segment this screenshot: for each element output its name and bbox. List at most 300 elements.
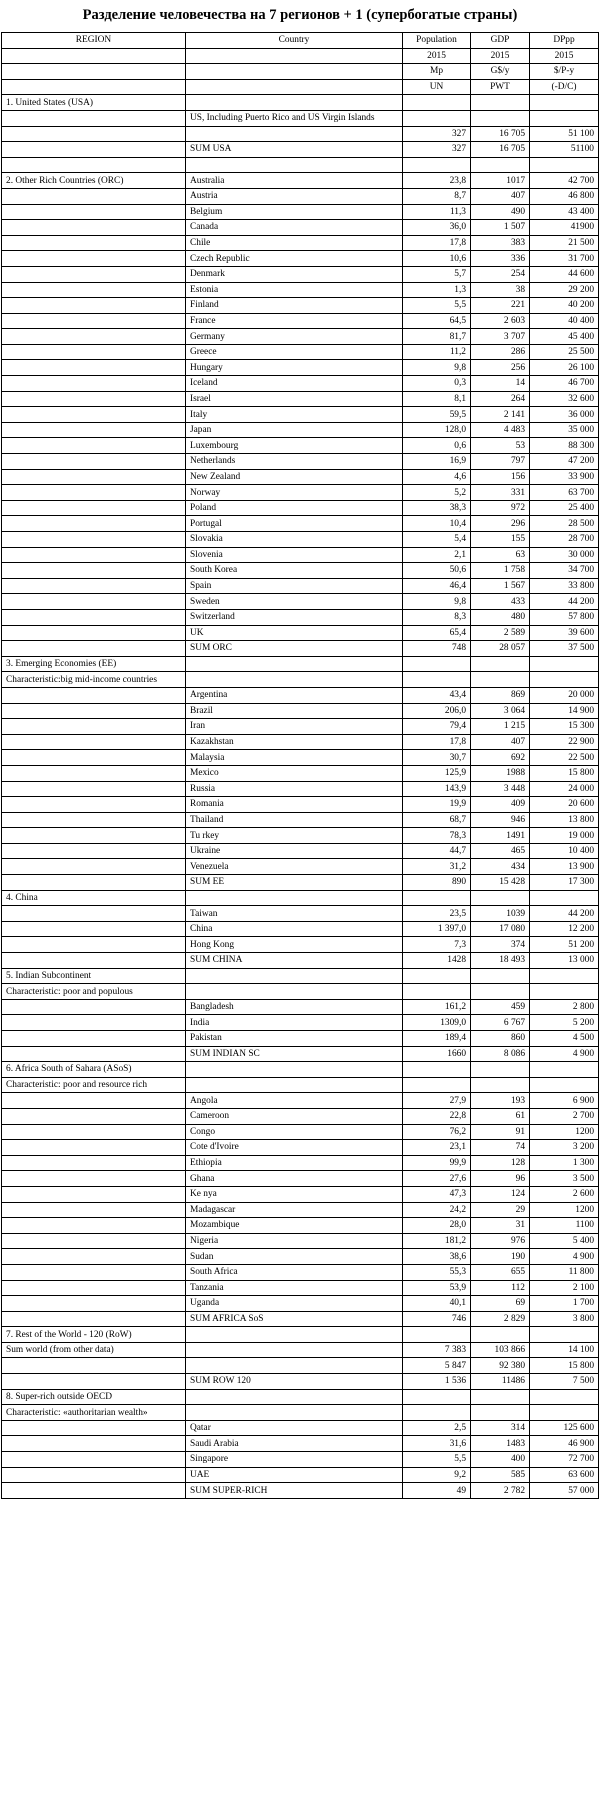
gdp-cell: G$/y [471,64,530,80]
gdp-cell: 155 [471,532,530,548]
dppp-cell: 12 200 [530,921,599,937]
country-cell [186,672,403,688]
region-cell [2,282,186,298]
population-cell: 27,9 [403,1093,471,1109]
dppp-cell: 3 500 [530,1171,599,1187]
gdp-cell [471,1062,530,1078]
gdp-cell: 1017 [471,173,530,189]
table-row [2,968,599,984]
region-cell [2,251,186,267]
country-cell: South Korea [186,563,403,579]
dppp-cell: 40 200 [530,298,599,314]
country-cell: Austria [186,188,403,204]
gdp-cell: 407 [471,734,530,750]
dppp-cell: 51100 [530,142,599,158]
region-cell: Characteristic: «authoritarian wealth» [2,1405,186,1421]
dppp-cell: 5 200 [530,1015,599,1031]
gdp-cell: 869 [471,687,530,703]
country-cell: SUM ROW 120 [186,1374,403,1390]
population-cell: 50,6 [403,563,471,579]
table-row [2,1093,599,1109]
country-cell: SUM AFRICA SoS [186,1311,403,1327]
country-cell: Taiwan [186,906,403,922]
table-row [2,672,599,688]
region-cell [2,563,186,579]
dppp-cell: 7 500 [530,1374,599,1390]
region-cell [2,641,186,657]
region-cell [2,454,186,470]
region-cell [2,469,186,485]
dppp-cell: 51 100 [530,126,599,142]
population-cell: 23,8 [403,173,471,189]
region-cell [2,266,186,282]
table-row [2,1389,599,1405]
table-row [2,828,599,844]
table-row [2,1452,599,1468]
table-row [2,142,599,158]
table-row [2,1374,599,1390]
population-cell: 1 536 [403,1374,471,1390]
population-cell: 7 383 [403,1342,471,1358]
gdp-cell: 1 507 [471,220,530,236]
table-row [2,578,599,594]
population-cell: 5,2 [403,485,471,501]
population-cell [403,110,471,126]
population-cell: 5,5 [403,298,471,314]
region-cell [2,625,186,641]
gdp-cell: 6 767 [471,1015,530,1031]
gdp-cell: 16 705 [471,126,530,142]
gdp-cell: 17 080 [471,921,530,937]
table-row [2,1405,599,1421]
country-cell: SUM SUPER-RICH [186,1483,403,1499]
population-cell: 47,3 [403,1186,471,1202]
country-cell: Mexico [186,765,403,781]
population-cell: 10,4 [403,516,471,532]
dppp-cell: 46 800 [530,188,599,204]
population-cell: 22,8 [403,1108,471,1124]
gdp-cell: 156 [471,469,530,485]
gdp-cell: 28 057 [471,641,530,657]
region-cell [2,1452,186,1468]
population-cell: 128,0 [403,422,471,438]
dppp-cell: 15 300 [530,719,599,735]
gdp-cell: 103 866 [471,1342,530,1358]
region-cell [2,1436,186,1452]
gdp-cell: 63 [471,547,530,563]
region-cell [2,1483,186,1499]
gdp-cell: 976 [471,1233,530,1249]
gdp-cell: PWT [471,79,530,95]
table-row [2,734,599,750]
country-cell: Venezuela [186,859,403,875]
population-cell: 2015 [403,48,471,64]
region-cell [2,1311,186,1327]
table-row [2,532,599,548]
gdp-cell: 2 603 [471,313,530,329]
dppp-cell [530,656,599,672]
population-cell: 36,0 [403,220,471,236]
table-row [2,1218,599,1234]
country-cell: Nigeria [186,1233,403,1249]
region-cell [2,1374,186,1390]
dppp-cell: 22 500 [530,750,599,766]
gdp-cell: 480 [471,609,530,625]
table-row [2,937,599,953]
population-cell: 40,1 [403,1296,471,1312]
region-cell: 1. United States (USA) [2,95,186,111]
population-cell [403,1389,471,1405]
country-cell [186,1077,403,1093]
dppp-cell: 3 200 [530,1140,599,1156]
region-cell [2,921,186,937]
dppp-cell: 37 500 [530,641,599,657]
dppp-cell: 4 900 [530,1046,599,1062]
table-row [2,656,599,672]
population-cell: 327 [403,142,471,158]
country-cell: Finland [186,298,403,314]
dppp-cell: 33 800 [530,578,599,594]
country-cell: Sweden [186,594,403,610]
population-cell: 1428 [403,953,471,969]
gdp-cell: 18 493 [471,953,530,969]
country-cell: Angola [186,1093,403,1109]
population-cell: 2,5 [403,1420,471,1436]
gdp-cell: 459 [471,999,530,1015]
region-cell [2,1031,186,1047]
country-cell: Portugal [186,516,403,532]
population-cell [403,890,471,906]
country-cell: India [186,1015,403,1031]
table-row [2,1233,599,1249]
table-row [2,781,599,797]
gdp-cell: 946 [471,812,530,828]
dppp-cell [530,1405,599,1421]
population-cell: 11,2 [403,344,471,360]
population-cell [403,1077,471,1093]
dppp-cell: 31 700 [530,251,599,267]
country-cell: Mozambique [186,1218,403,1234]
dppp-cell [530,1077,599,1093]
region-cell [2,516,186,532]
table-row [2,173,599,189]
gdp-cell [471,672,530,688]
country-cell: Malaysia [186,750,403,766]
gdp-cell: 374 [471,937,530,953]
table-row [2,906,599,922]
table-row [2,1202,599,1218]
gdp-cell: 407 [471,188,530,204]
country-cell: Thailand [186,812,403,828]
dppp-cell: 25 500 [530,344,599,360]
region-cell [2,765,186,781]
region-cell [2,750,186,766]
population-cell: 206,0 [403,703,471,719]
population-cell: 0,6 [403,438,471,454]
country-cell: Hong Kong [186,937,403,953]
table-row [2,204,599,220]
table-row [2,719,599,735]
region-cell [2,220,186,236]
region-cell [2,407,186,423]
gdp-cell: 2 589 [471,625,530,641]
gdp-cell: 314 [471,1420,530,1436]
country-cell: South Africa [186,1264,403,1280]
region-cell [2,1171,186,1187]
table-row [2,469,599,485]
gdp-cell: 3 707 [471,329,530,345]
dppp-cell: 14 100 [530,1342,599,1358]
table-row [2,422,599,438]
population-cell [403,1327,471,1343]
population-cell: 30,7 [403,750,471,766]
population-cell [403,1405,471,1421]
table-row [2,999,599,1015]
region-cell [2,953,186,969]
table-row [2,1342,599,1358]
country-cell [186,126,403,142]
dppp-cell: 63 600 [530,1467,599,1483]
country-cell: Uganda [186,1296,403,1312]
country-cell: Ukraine [186,843,403,859]
table-row [2,1436,599,1452]
dppp-cell: 10 400 [530,843,599,859]
table-row [2,516,599,532]
region-cell [2,937,186,953]
unit-row [2,48,599,64]
dppp-cell: 4 900 [530,1249,599,1265]
gdp-cell [471,1405,530,1421]
gdp-cell: 124 [471,1186,530,1202]
dppp-cell: 57 000 [530,1483,599,1499]
table-row [2,609,599,625]
dppp-cell: 57 800 [530,609,599,625]
gdp-cell: 31 [471,1218,530,1234]
population-cell: 1309,0 [403,1015,471,1031]
dppp-cell: 36 000 [530,407,599,423]
population-cell: 59,5 [403,407,471,423]
dppp-cell: 44 200 [530,594,599,610]
dppp-cell: 15 800 [530,1358,599,1374]
country-cell: SUM EE [186,875,403,891]
region-cell: Sum world (from other data) [2,1342,186,1358]
region-cell [2,875,186,891]
country-cell: Cote d'Ivoire [186,1140,403,1156]
population-cell: 44,7 [403,843,471,859]
gdp-cell: 53 [471,438,530,454]
dppp-cell: 25 400 [530,500,599,516]
dppp-cell: 2 100 [530,1280,599,1296]
table-row [2,703,599,719]
region-cell [2,1467,186,1483]
gdp-cell: 433 [471,594,530,610]
gdp-cell: 92 380 [471,1358,530,1374]
table-row [2,1140,599,1156]
dppp-cell: 63 700 [530,485,599,501]
gdp-cell: 11486 [471,1374,530,1390]
population-cell: 4,6 [403,469,471,485]
population-cell: 7,3 [403,937,471,953]
country-cell: UK [186,625,403,641]
table-row [2,641,599,657]
dppp-cell: 39 600 [530,625,599,641]
table-row [2,282,599,298]
gdp-cell: 383 [471,235,530,251]
population-cell: 125,9 [403,765,471,781]
gdp-cell: 128 [471,1155,530,1171]
gdp-cell: 2 829 [471,1311,530,1327]
gdp-cell: 655 [471,1264,530,1280]
table-row [2,454,599,470]
population-cell: 46,4 [403,578,471,594]
table-row [2,547,599,563]
population-cell: 43,4 [403,687,471,703]
population-cell: 1,3 [403,282,471,298]
gdp-cell: 38 [471,282,530,298]
country-cell [186,656,403,672]
dppp-cell: 44 600 [530,266,599,282]
table-row [2,95,599,111]
table-row [2,1358,599,1374]
region-cell [2,79,186,95]
country-cell: Hungary [186,360,403,376]
gdp-cell: 190 [471,1249,530,1265]
table-row [2,126,599,142]
population-cell: 8,1 [403,391,471,407]
region-cell [2,609,186,625]
regions-table [1,32,599,1499]
table-row [2,313,599,329]
region-cell [2,1358,186,1374]
table-row [2,1327,599,1343]
gdp-cell: 61 [471,1108,530,1124]
population-cell: 17,8 [403,734,471,750]
country-cell: Argentina [186,687,403,703]
country-cell: Poland [186,500,403,516]
population-cell: 746 [403,1311,471,1327]
region-cell: 2. Other Rich Countries (ORC) [2,173,186,189]
country-cell: Canada [186,220,403,236]
dppp-cell: 46 700 [530,376,599,392]
country-cell: Kazakhstan [186,734,403,750]
table-row [2,625,599,641]
dppp-cell: 17 300 [530,875,599,891]
table-row [2,360,599,376]
dppp-cell: 13 900 [530,859,599,875]
gdp-cell: 797 [471,454,530,470]
table-row [2,859,599,875]
gdp-cell: 286 [471,344,530,360]
country-cell: Saudi Arabia [186,1436,403,1452]
country-cell: Czech Republic [186,251,403,267]
region-cell [2,719,186,735]
region-cell [2,485,186,501]
table-row [2,1249,599,1265]
country-cell: SUM INDIAN SC [186,1046,403,1062]
population-cell: 748 [403,641,471,657]
dppp-cell: 3 800 [530,1311,599,1327]
population-cell [403,968,471,984]
country-cell: SUM USA [186,142,403,158]
dppp-cell [530,1327,599,1343]
dppp-cell: 33 900 [530,469,599,485]
table-row [2,1483,599,1499]
population-cell: 49 [403,1483,471,1499]
region-cell: 7. Rest of the World - 120 (RoW) [2,1327,186,1343]
country-cell [186,1327,403,1343]
region-cell [2,126,186,142]
dppp-cell: 44 200 [530,906,599,922]
table-row [2,1420,599,1436]
table-row [2,843,599,859]
country-cell [186,64,403,80]
region-cell [2,734,186,750]
population-cell: 53,9 [403,1280,471,1296]
gdp-cell: 3 448 [471,781,530,797]
country-cell: US, Including Puerto Rico and US Virgin Islands [186,110,403,126]
gdp-cell: 15 428 [471,875,530,891]
gdp-cell [471,1389,530,1405]
gdp-cell [471,890,530,906]
country-cell: SUM CHINA [186,953,403,969]
region-cell [2,298,186,314]
gdp-cell: 264 [471,391,530,407]
gdp-cell: 409 [471,797,530,813]
dppp-cell: 2 600 [530,1186,599,1202]
population-cell [403,672,471,688]
region-cell [2,422,186,438]
dppp-cell: 2 800 [530,999,599,1015]
gdp-cell: 193 [471,1093,530,1109]
table-row [2,1311,599,1327]
region-cell [2,781,186,797]
population-cell: 5,5 [403,1452,471,1468]
table-row [2,765,599,781]
table-row [2,797,599,813]
population-cell: 16,9 [403,454,471,470]
table-row [2,1155,599,1171]
table-row [2,1077,599,1093]
population-cell: 55,3 [403,1264,471,1280]
dppp-cell [530,672,599,688]
population-cell: 189,4 [403,1031,471,1047]
unit-row [2,64,599,80]
gdp-cell: 29 [471,1202,530,1218]
population-cell: 28,0 [403,1218,471,1234]
region-cell [2,687,186,703]
dppp-cell: 11 800 [530,1264,599,1280]
population-cell: 181,2 [403,1233,471,1249]
gdp-cell: 2015 [471,48,530,64]
population-cell: 8,3 [403,609,471,625]
country-cell [186,1062,403,1078]
dppp-cell: 13 800 [530,812,599,828]
region-cell: Characteristic:big mid-income countries [2,672,186,688]
population-cell: 38,6 [403,1249,471,1265]
population-cell: 1660 [403,1046,471,1062]
region-cell [2,391,186,407]
gdp-cell: 1 567 [471,578,530,594]
population-cell: 8,7 [403,188,471,204]
region-cell [2,1186,186,1202]
country-cell: Ke nya [186,1186,403,1202]
population-cell: 5,4 [403,532,471,548]
dppp-header: DPpp [530,33,599,49]
gdp-cell: 96 [471,1171,530,1187]
gdp-cell: 331 [471,485,530,501]
population-cell: 76,2 [403,1124,471,1140]
region-cell [2,500,186,516]
